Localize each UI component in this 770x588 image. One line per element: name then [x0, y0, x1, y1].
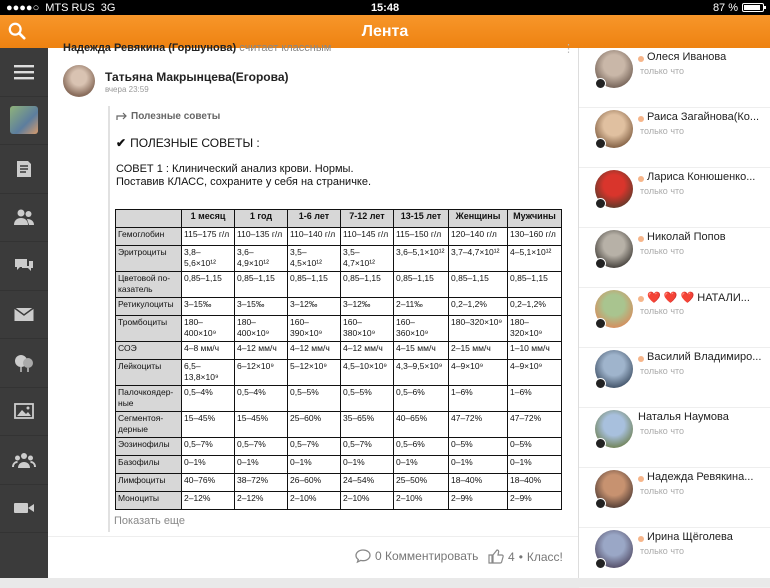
friend-status: только что — [640, 546, 685, 556]
table-row — [116, 456, 562, 474]
table-cell: 40–76% — [182, 474, 235, 492]
table-cell: 3–12‰ — [341, 298, 394, 316]
table-header-cell: 7-12 лет — [341, 210, 394, 228]
online-dot-icon — [638, 116, 644, 122]
table-row-label: Лейкоциты — [116, 360, 182, 386]
table-cell: 130–160 г/л — [508, 228, 562, 246]
friend-item[interactable] — [579, 48, 770, 108]
checkmark-icon: ✔ — [116, 136, 127, 150]
author-avatar[interactable] — [63, 65, 95, 97]
mobile-icon — [595, 558, 606, 569]
online-friends-panel — [578, 48, 770, 578]
table-cell: 18–40% — [508, 474, 562, 492]
mobile-icon — [595, 438, 606, 449]
mobile-icon — [595, 198, 606, 209]
friend-item[interactable] — [579, 168, 770, 228]
table-cell: 0,5–7% — [182, 438, 235, 456]
status-bar — [0, 0, 770, 15]
feed[interactable] — [48, 42, 578, 578]
sidebar-item-events[interactable] — [0, 339, 48, 388]
table-cell: 4–8 мм/ч — [182, 342, 235, 360]
table-header-cell: 13-15 лет — [394, 210, 449, 228]
hearts-icon: ❤️ ❤️ ❤️ — [647, 292, 695, 304]
repost-block — [108, 106, 578, 532]
friend-item[interactable] — [579, 288, 770, 348]
table-cell: 4–15 мм/ч — [394, 342, 449, 360]
table-cell: 115–150 г/л — [394, 228, 449, 246]
table-cell: 0,5–6% — [394, 438, 449, 456]
online-dot-icon — [638, 56, 644, 62]
comment-icon — [355, 549, 371, 563]
table-cell: 2–10% — [394, 492, 449, 510]
table-cell: 110–135 г/л — [235, 228, 288, 246]
table-header-row — [116, 210, 562, 228]
table-cell: 0–5% — [508, 438, 562, 456]
friend-name: Ирина Щёголева — [647, 531, 733, 543]
table-row — [116, 412, 562, 438]
table-cell: 4–9×10⁹ — [508, 360, 562, 386]
friend-name: Раиса Загайнова(Ко... — [647, 111, 760, 123]
table-header-cell: 1-6 лет — [288, 210, 341, 228]
friend-item[interactable] — [579, 228, 770, 288]
table-row — [116, 228, 562, 246]
avatar — [10, 106, 38, 134]
table-cell: 0–1% — [508, 456, 562, 474]
table-row-label: Цветовой по-казатель — [116, 272, 182, 298]
table-row — [116, 492, 562, 510]
sidebar-item-notes[interactable] — [0, 145, 48, 194]
table-row-label: Сегментоя-дерные — [116, 412, 182, 438]
table-row — [116, 360, 562, 386]
repost-icon — [116, 112, 128, 121]
notes-icon — [13, 158, 35, 180]
table-cell: 0,85–1,15 — [508, 272, 562, 298]
table-cell: 3–15‰ — [235, 298, 288, 316]
table-cell: 0–1% — [288, 456, 341, 474]
table-cell: 26–60% — [288, 474, 341, 492]
table-cell: 0–5% — [449, 438, 508, 456]
table-row-label: Эритроциты — [116, 246, 182, 272]
table-cell: 2–9% — [508, 492, 562, 510]
table-cell: 3–12‰ — [288, 298, 341, 316]
table-cell: 47–72% — [508, 412, 562, 438]
friend-name: Наталья Наумова — [638, 411, 729, 423]
table-cell: 160–390×10⁹ — [288, 316, 341, 342]
friend-name: Василий Владимиро... — [647, 351, 762, 363]
friend-status: только что — [640, 426, 685, 436]
mobile-icon — [595, 498, 606, 509]
table-row — [116, 438, 562, 456]
table-cell: 0,2–1,2% — [508, 298, 562, 316]
likes-count: 4 — [508, 549, 515, 564]
table-row — [116, 246, 562, 272]
friend-status: только что — [640, 186, 685, 196]
table-cell: 40–65% — [394, 412, 449, 438]
sidebar-item-video[interactable] — [0, 485, 48, 534]
table-cell: 180–400×10⁹ — [182, 316, 235, 342]
table-cell: 24–54% — [341, 474, 394, 492]
friend-status: только что — [640, 126, 685, 136]
sidebar-item-photos[interactable] — [0, 388, 48, 437]
friend-item[interactable] — [579, 408, 770, 468]
table-cell: 25–50% — [394, 474, 449, 492]
page-title: Лента — [361, 22, 409, 40]
table-header-cell: Женщины — [449, 210, 508, 228]
sidebar-item-messages[interactable] — [0, 291, 48, 340]
table-cell: 0,85–1,15 — [182, 272, 235, 298]
table-cell: 0,5–4% — [182, 386, 235, 412]
table-cell: 0,5–7% — [341, 438, 394, 456]
friend-status: только что — [640, 306, 685, 316]
table-row-label: Моноциты — [116, 492, 182, 510]
friends-icon — [13, 206, 35, 228]
table-cell: 2–12% — [182, 492, 235, 510]
friend-item[interactable] — [579, 468, 770, 528]
table-cell: 0–1% — [449, 456, 508, 474]
table-row-label: Тромбоциты — [116, 316, 182, 342]
table-cell: 3,8–5,6×10¹² — [182, 246, 235, 272]
post-time: вчера 23:59 — [105, 85, 149, 94]
table-cell: 1–6% — [508, 386, 562, 412]
blood-norms-table[interactable] — [115, 209, 562, 510]
table-cell: 180–400×10⁹ — [235, 316, 288, 342]
friend-name: Лариса Конюшенко... — [647, 171, 756, 183]
repost-source[interactable] — [116, 111, 578, 122]
table-cell: 2–9% — [449, 492, 508, 510]
table-cell: 4–9×10⁹ — [449, 360, 508, 386]
post-text-line: Поставив КЛАСС, сохраните у себя на страничке. — [116, 176, 372, 188]
table-header-cell: Мужчины — [508, 210, 562, 228]
table-row — [116, 316, 562, 342]
online-dot-icon — [638, 176, 644, 182]
table-row — [116, 474, 562, 492]
sidebar-item-menu[interactable] — [0, 48, 48, 97]
table-row-label: СОЭ — [116, 342, 182, 360]
friend-item[interactable] — [579, 108, 770, 168]
table-cell: 0–1% — [394, 456, 449, 474]
menu-icon — [13, 61, 35, 83]
table-cell: 2–10% — [288, 492, 341, 510]
mobile-icon — [595, 258, 606, 269]
table-cell: 3,6–5,1×10¹² — [394, 246, 449, 272]
table-cell: 120–140 г/л — [449, 228, 508, 246]
friend-status: только что — [640, 66, 685, 76]
table-cell: 0–1% — [182, 456, 235, 474]
like-button[interactable] — [488, 549, 563, 564]
carrier-label: MTS RUS — [45, 1, 95, 14]
separator: • — [518, 549, 523, 564]
table-row-label: Лимфоциты — [116, 474, 182, 492]
messages-icon — [13, 303, 35, 325]
comment-button[interactable]: 0 Комментировать — [355, 549, 478, 563]
notice-action: считает классным — [239, 42, 332, 54]
table-cell: 0,5–5% — [341, 386, 394, 412]
post-text-line: СОВЕТ 1 : Клинический анализ крови. Нормы. — [116, 163, 354, 175]
events-icon — [13, 352, 35, 374]
table-header-cell: 1 месяц — [182, 210, 235, 228]
mobile-icon — [595, 138, 606, 149]
table-cell: 5–12×10⁹ — [288, 360, 341, 386]
table-row-label: Ретикулоциты — [116, 298, 182, 316]
table-cell: 1–6% — [449, 386, 508, 412]
table-cell: 4,3–9,5×10⁹ — [394, 360, 449, 386]
online-dot-icon — [638, 236, 644, 242]
search-icon[interactable] — [8, 22, 26, 40]
table-header-cell: 1 год — [235, 210, 288, 228]
notice-actor[interactable]: Надежда Ревякина (Горшунова) — [63, 42, 237, 54]
table-header-cell — [116, 210, 182, 228]
groups-icon — [13, 449, 35, 471]
online-dot-icon — [638, 296, 644, 302]
table-cell: 0,2–1,2% — [449, 298, 508, 316]
table-cell: 115–175 г/л — [182, 228, 235, 246]
mobile-icon — [595, 318, 606, 329]
photos-icon — [13, 400, 35, 422]
online-dot-icon — [638, 356, 644, 362]
table-cell: 4–12 мм/ч — [288, 342, 341, 360]
feed-notice — [63, 42, 574, 55]
battery-icon — [742, 3, 764, 12]
table-cell: 160–360×10⁹ — [394, 316, 449, 342]
table-cell: 3,5–4,5×10¹² — [288, 246, 341, 272]
video-icon — [13, 497, 35, 519]
table-cell: 18–40% — [449, 474, 508, 492]
mobile-icon — [595, 78, 606, 89]
sidebar-item-groups[interactable] — [0, 436, 48, 485]
table-row-label: Эозинофилы — [116, 438, 182, 456]
table-row — [116, 298, 562, 316]
table-cell: 35–65% — [341, 412, 394, 438]
sidebar — [0, 48, 48, 578]
friend-name: ❤️ ❤️ ❤️ НАТАЛИ... — [647, 292, 750, 304]
table-cell: 3,7–4,7×10¹² — [449, 246, 508, 272]
table-cell: 38–72% — [235, 474, 288, 492]
post-footer — [48, 536, 578, 578]
table-cell: 2–12% — [235, 492, 288, 510]
more-icon[interactable]: ⋮ — [563, 43, 574, 55]
table-cell: 3,5–4,7×10¹² — [341, 246, 394, 272]
discussions-icon — [13, 255, 35, 277]
table-row — [116, 342, 562, 360]
table-cell: 3,6–4,9×10¹² — [235, 246, 288, 272]
friend-item[interactable] — [579, 348, 770, 408]
table-cell: 0,85–1,15 — [235, 272, 288, 298]
friend-name: Олеся Иванова — [647, 51, 727, 63]
table-cell: 6,5–13,8×10⁹ — [182, 360, 235, 386]
table-cell: 4–12 мм/ч — [235, 342, 288, 360]
table-cell: 2–11‰ — [394, 298, 449, 316]
sidebar-item-friends[interactable] — [0, 194, 48, 243]
friend-status: только что — [640, 486, 685, 496]
author-name[interactable]: Татьяна Макрынцева(Егорова) — [105, 70, 289, 84]
table-cell: 0,85–1,15 — [394, 272, 449, 298]
table-cell: 4–12 мм/ч — [341, 342, 394, 360]
battery-percent: 87 % — [712, 1, 739, 14]
table-cell: 180–320×10⁹ — [508, 316, 562, 342]
thumbs-up-icon — [488, 549, 504, 564]
friend-status: только что — [640, 246, 685, 256]
friend-name: Надежда Ревякина... — [647, 471, 754, 483]
table-cell: 0,5–5% — [288, 386, 341, 412]
mobile-icon — [595, 378, 606, 389]
table-row — [116, 272, 562, 298]
table-cell: 1–10 мм/ч — [508, 342, 562, 360]
table-cell: 2–10% — [341, 492, 394, 510]
table-cell: 0,5–6% — [394, 386, 449, 412]
table-cell: 0–1% — [341, 456, 394, 474]
repost-label: Полезные советы — [131, 111, 221, 122]
show-more-link[interactable]: Показать еще — [114, 515, 185, 527]
table-row-label: Гемоглобин — [116, 228, 182, 246]
friend-name: Николай Попов — [647, 231, 726, 243]
post-title: ✔ ПОЛЕЗНЫЕ СОВЕТЫ : — [116, 136, 260, 150]
table-cell: 0,85–1,15 — [288, 272, 341, 298]
table-cell: 0–1% — [235, 456, 288, 474]
table-cell: 110–140 г/л — [288, 228, 341, 246]
table-cell: 0,5–7% — [288, 438, 341, 456]
table-cell: 4–5,1×10¹² — [508, 246, 562, 272]
signal-icon: ●●●●○ — [6, 1, 40, 14]
table-cell: 4,5–10×10⁹ — [341, 360, 394, 386]
like-label: Класс! — [526, 549, 563, 564]
table-cell: 47–72% — [449, 412, 508, 438]
post-text — [116, 163, 578, 189]
table-cell: 180–320×10⁹ — [449, 316, 508, 342]
sidebar-item-discussions[interactable] — [0, 242, 48, 291]
table-row — [116, 386, 562, 412]
online-dot-icon — [638, 536, 644, 542]
table-row-label: Базофилы — [116, 456, 182, 474]
table-cell: 2–15 мм/ч — [449, 342, 508, 360]
table-cell: 160–380×10⁹ — [341, 316, 394, 342]
table-cell: 6–12×10⁹ — [235, 360, 288, 386]
table-row-label: Палочкоядер-ные — [116, 386, 182, 412]
table-cell: 0,85–1,15 — [449, 272, 508, 298]
table-cell: 25–60% — [288, 412, 341, 438]
friend-status: только что — [640, 366, 685, 376]
table-cell: 15–45% — [235, 412, 288, 438]
table-cell: 110–145 г/л — [341, 228, 394, 246]
sidebar-item-profile[interactable] — [0, 97, 48, 146]
table-cell: 0,5–7% — [235, 438, 288, 456]
network-label: 3G — [100, 1, 116, 14]
table-cell: 0,85–1,15 — [341, 272, 394, 298]
table-cell: 0,5–4% — [235, 386, 288, 412]
friend-item[interactable] — [579, 528, 770, 588]
online-dot-icon — [638, 476, 644, 482]
table-cell: 3–15‰ — [182, 298, 235, 316]
clock: 15:48 — [370, 1, 400, 14]
table-cell: 15–45% — [182, 412, 235, 438]
